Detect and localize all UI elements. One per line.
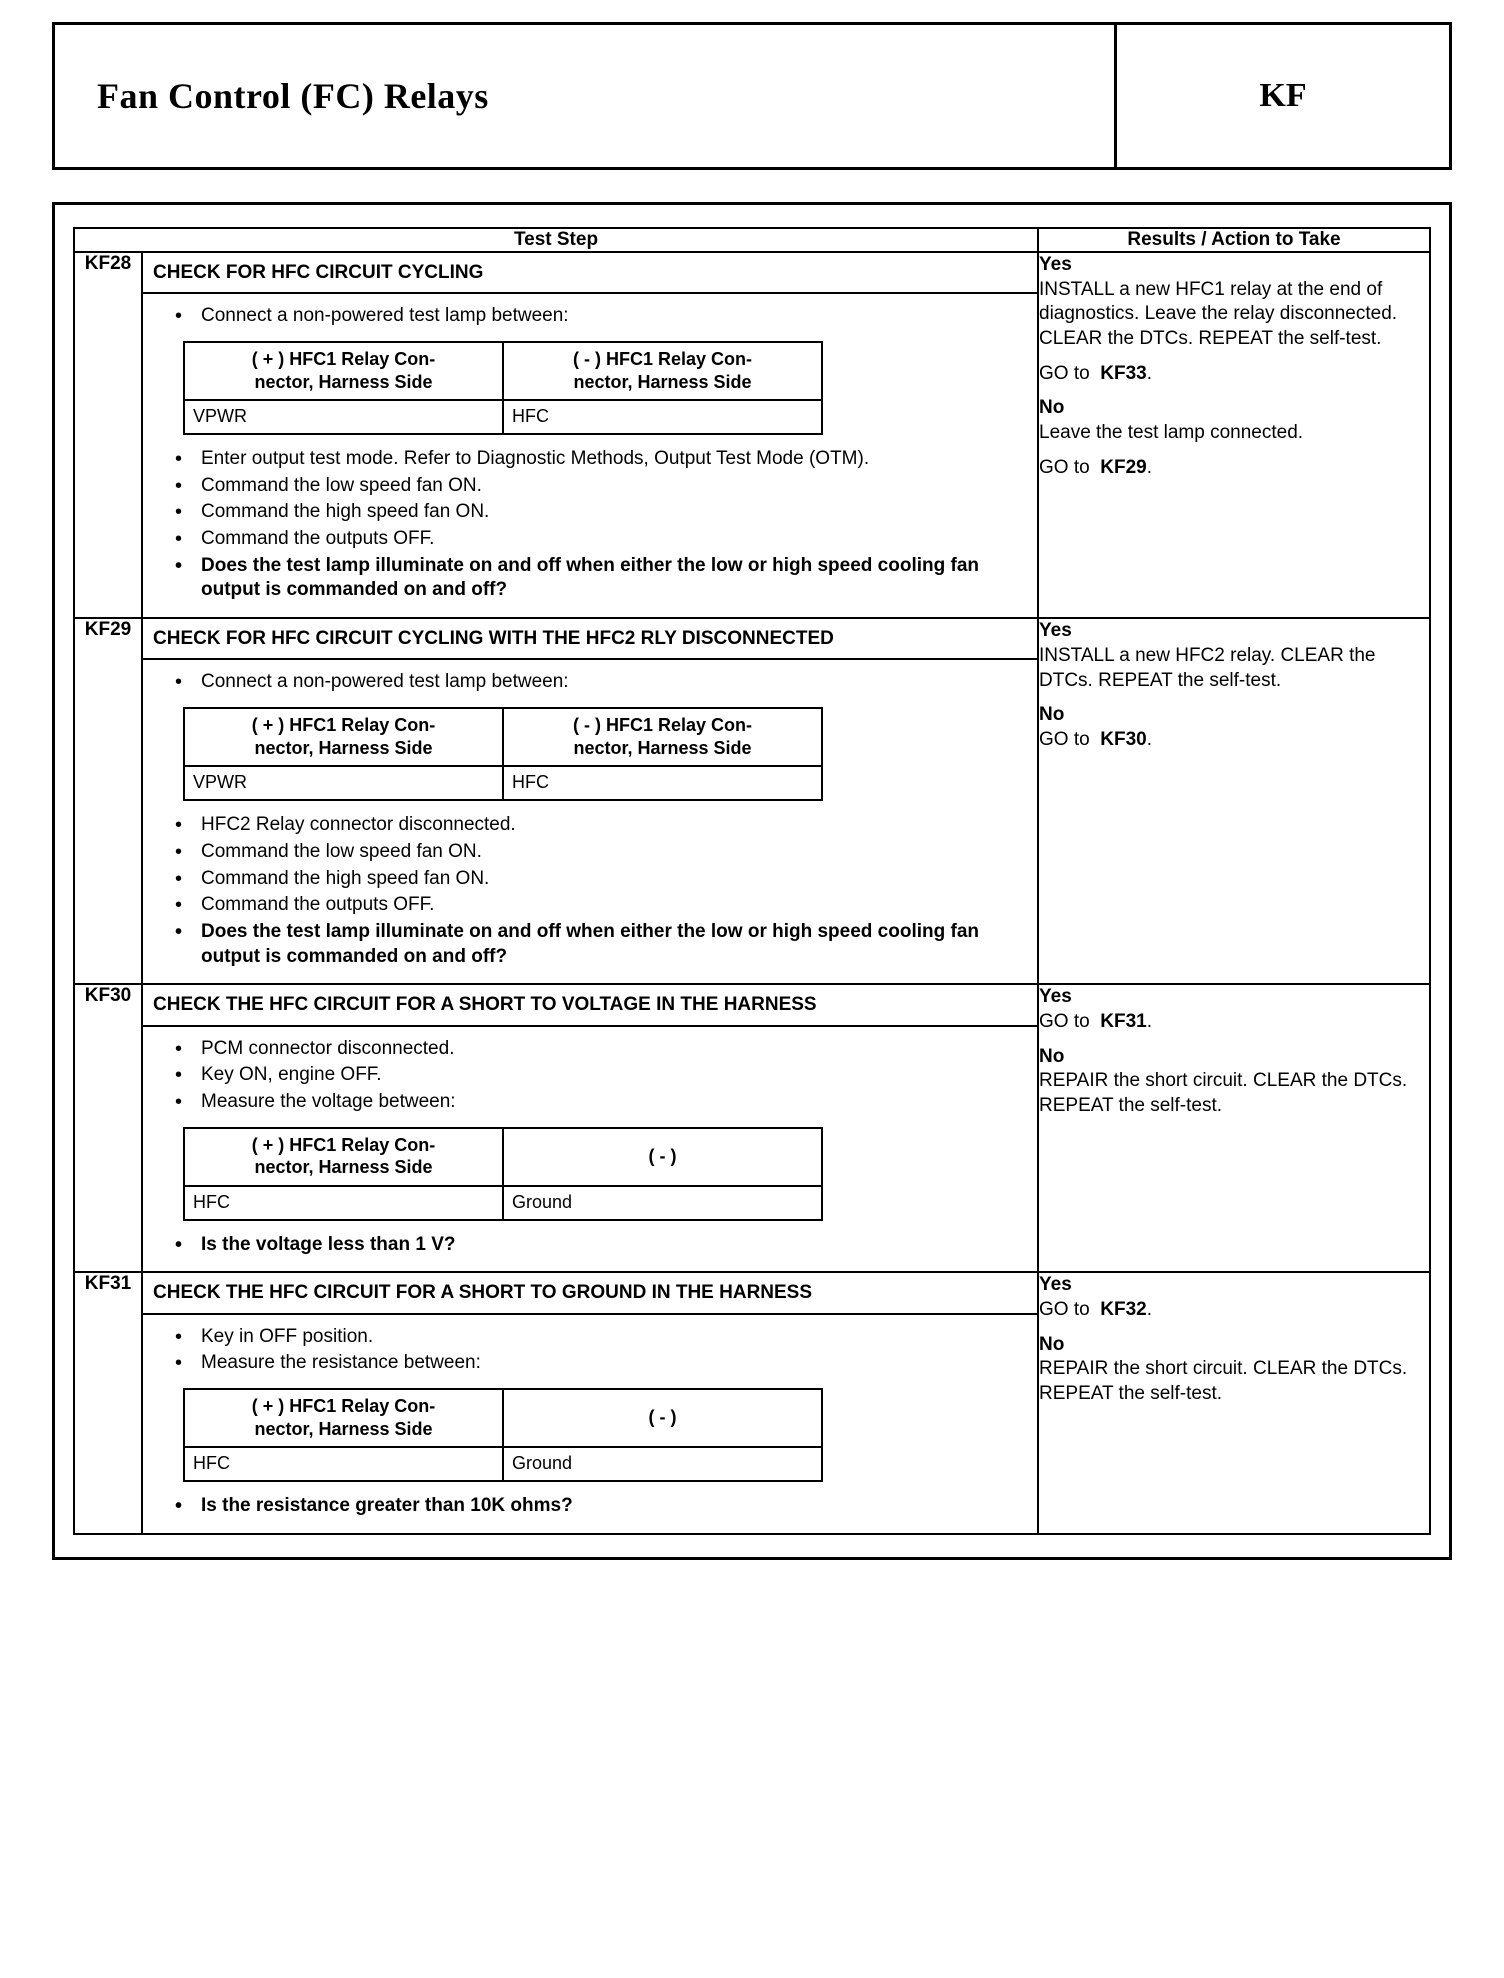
results-yes-label: Yes (1039, 1274, 1072, 1296)
results-action-cell (1038, 618, 1430, 984)
measurement-header-right: ( - ) (503, 1389, 822, 1447)
section-code: KF (1114, 25, 1449, 167)
table-row (74, 252, 1430, 618)
results-content (1039, 985, 1429, 1128)
results-no-text: REPAIR the short circuit. CLEAR the DTCs. REPEAT the self-test. (1039, 1358, 1408, 1405)
results-no-goto: GO to KF30. (1039, 728, 1152, 750)
step-body (143, 660, 1037, 983)
bullet-item: • Does the test lamp illuminate on and off when either the low or high speed cooling fan output is commanded on and off? (153, 554, 1027, 603)
results-yes-label: Yes (1039, 254, 1072, 275)
measurement-value-left: VPWR (184, 766, 503, 800)
bullet-item: • Is the voltage less than 1 V? (153, 1233, 1027, 1258)
column-header-results: Results / Action to Take (1038, 228, 1430, 252)
goto-target[interactable]: KF29 (1100, 456, 1147, 478)
bullet-item: • Command the outputs OFF. (153, 527, 1027, 552)
bullet-item: • Enter output test mode. Refer to Diagnostic Methods, Output Test Mode (OTM). (153, 447, 1027, 472)
bullet-item: • Connect a non-powered test lamp between: (153, 304, 1027, 329)
step-bullet-list-top (153, 1325, 1027, 1376)
table-row (74, 1272, 1430, 1533)
results-action-cell (1038, 1272, 1430, 1533)
bullet-item: • HFC2 Relay connector disconnected. (153, 813, 1027, 838)
measurement-header-left: ( + ) HFC1 Relay Con- nector, Harness Side (184, 342, 503, 400)
results-yes-goto: GO to KF31. (1039, 1010, 1152, 1032)
measurement-value-left: VPWR (184, 400, 503, 434)
goto-target[interactable]: KF31 (1100, 1010, 1147, 1032)
measurement-header-left: ( + ) HFC1 Relay Con- nector, Harness Side (184, 1128, 503, 1186)
goto-prefix: GO to (1039, 1299, 1090, 1320)
step-title: CHECK THE HFC CIRCUIT FOR A SHORT TO GROUND IN THE HARNESS (143, 1273, 1037, 1314)
bullet-item: • Key in OFF position. (153, 1325, 1027, 1350)
goto-prefix: GO to (1039, 456, 1090, 478)
measurement-value-row (184, 766, 822, 800)
step-title: CHECK FOR HFC CIRCUIT CYCLING (143, 253, 1037, 294)
bullet-item: • Does the test lamp illuminate on and off when either the low or high speed cooling fan output is commanded on and off? (153, 920, 1027, 969)
results-no-goto: GO to KF29. (1039, 456, 1152, 478)
results-yes-text: INSTALL a new HFC1 relay at the end of diagnostics. Leave the relay disconnected. CLEAR the DTCs. REPEAT the self-test. (1039, 278, 1398, 350)
measurement-header-row (184, 342, 822, 400)
step-bullet-list-bottom (153, 813, 1027, 969)
goto-target[interactable]: KF32 (1100, 1299, 1147, 1320)
page-title: Fan Control (FC) Relays (97, 76, 489, 116)
goto-prefix: GO to (1039, 362, 1090, 384)
results-yes-label: Yes (1039, 986, 1072, 1008)
measurement-value-right: Ground (503, 1447, 822, 1481)
bullet-item: • Connect a non-powered test lamp between: (153, 670, 1027, 695)
results-yes-goto: GO to KF33. (1039, 362, 1152, 384)
results-no-label: No (1039, 1333, 1065, 1355)
table-row (74, 618, 1430, 984)
bullet-item: • Command the outputs OFF. (153, 893, 1027, 918)
diagnostic-table-frame (52, 202, 1452, 1560)
measurement-header-left: ( + ) HFC1 Relay Con- nector, Harness Side (184, 1389, 503, 1447)
table-header-row (74, 228, 1430, 252)
results-content (1039, 253, 1429, 481)
step-id: KF28 (74, 252, 142, 618)
test-step-cell (142, 1272, 1038, 1533)
bullet-item: • Key ON, engine OFF. (153, 1063, 1027, 1088)
step-bullet-list-bottom (153, 1233, 1027, 1258)
results-content (1039, 619, 1429, 752)
measurement-header-row (184, 708, 822, 766)
measurement-value-left: HFC (184, 1186, 503, 1220)
measurement-header-right: ( - ) HFC1 Relay Con- nector, Harness Side (503, 342, 822, 400)
results-yes-goto: GO to KF32. (1039, 1299, 1152, 1320)
results-yes-text: INSTALL a new HFC2 relay. CLEAR the DTCs. REPEAT the self-test. (1039, 644, 1376, 691)
bullet-item: • PCM connector disconnected. (153, 1037, 1027, 1062)
results-content (1039, 1273, 1429, 1416)
measurement-header-row (184, 1389, 822, 1447)
step-body (143, 1027, 1037, 1272)
measurement-value-right: Ground (503, 1186, 822, 1220)
measurement-header-right: ( - ) (503, 1128, 822, 1186)
measurement-value-row (184, 1186, 822, 1220)
step-id: KF29 (74, 618, 142, 984)
measurement-header-left: ( + ) HFC1 Relay Con- nector, Harness Side (184, 708, 503, 766)
results-action-cell (1038, 252, 1430, 618)
step-title: CHECK THE HFC CIRCUIT FOR A SHORT TO VOLTAGE IN THE HARNESS (143, 985, 1037, 1026)
step-bullet-list-bottom (153, 447, 1027, 603)
bullet-item: • Is the resistance greater than 10K ohms? (153, 1494, 1027, 1519)
measurement-header-row (184, 1128, 822, 1186)
step-bullet-list-top (153, 304, 1027, 329)
measurement-value-right: HFC (503, 400, 822, 434)
goto-target[interactable]: KF30 (1100, 728, 1147, 750)
results-no-label: No (1039, 397, 1065, 419)
step-bullet-list-top (153, 670, 1027, 695)
measurement-header-right: ( - ) HFC1 Relay Con- nector, Harness Side (503, 708, 822, 766)
step-id: KF30 (74, 984, 142, 1272)
test-step-cell (142, 618, 1038, 984)
step-body (143, 294, 1037, 617)
diagnostic-table (73, 227, 1431, 1535)
step-bullet-list-top (153, 1037, 1027, 1115)
results-no-label: No (1039, 704, 1065, 726)
bullet-item: • Command the high speed fan ON. (153, 500, 1027, 525)
measurement-table (183, 1388, 823, 1482)
bullet-item: • Command the low speed fan ON. (153, 474, 1027, 499)
test-step-cell (142, 984, 1038, 1272)
measurement-table (183, 1127, 823, 1221)
results-no-label: No (1039, 1045, 1065, 1067)
results-action-cell (1038, 984, 1430, 1272)
measurement-value-row (184, 1447, 822, 1481)
measurement-table (183, 707, 823, 801)
step-bullet-list-bottom (153, 1494, 1027, 1519)
table-row (74, 984, 1430, 1272)
measurement-value-left: HFC (184, 1447, 503, 1481)
column-header-test-step: Test Step (74, 228, 1038, 252)
measurement-value-row (184, 400, 822, 434)
step-body (143, 1315, 1037, 1533)
bullet-item: • Measure the voltage between: (153, 1090, 1027, 1115)
results-no-text: REPAIR the short circuit. CLEAR the DTCs. REPEAT the self-test. (1039, 1070, 1408, 1116)
results-yes-label: Yes (1039, 620, 1072, 642)
measurement-table (183, 341, 823, 435)
bullet-item: • Measure the resistance between: (153, 1351, 1027, 1376)
step-title: CHECK FOR HFC CIRCUIT CYCLING WITH THE HFC2 RLY DISCONNECTED (143, 619, 1037, 660)
step-id: KF31 (74, 1272, 142, 1533)
goto-prefix: GO to (1039, 1010, 1090, 1032)
measurement-value-right: HFC (503, 766, 822, 800)
goto-prefix: GO to (1039, 728, 1090, 750)
test-step-cell (142, 252, 1038, 618)
bullet-item: • Command the low speed fan ON. (153, 840, 1027, 865)
results-no-text: Leave the test lamp connected. (1039, 422, 1304, 444)
page-header (52, 22, 1452, 170)
goto-target[interactable]: KF33 (1100, 362, 1147, 384)
bullet-item: • Command the high speed fan ON. (153, 867, 1027, 892)
